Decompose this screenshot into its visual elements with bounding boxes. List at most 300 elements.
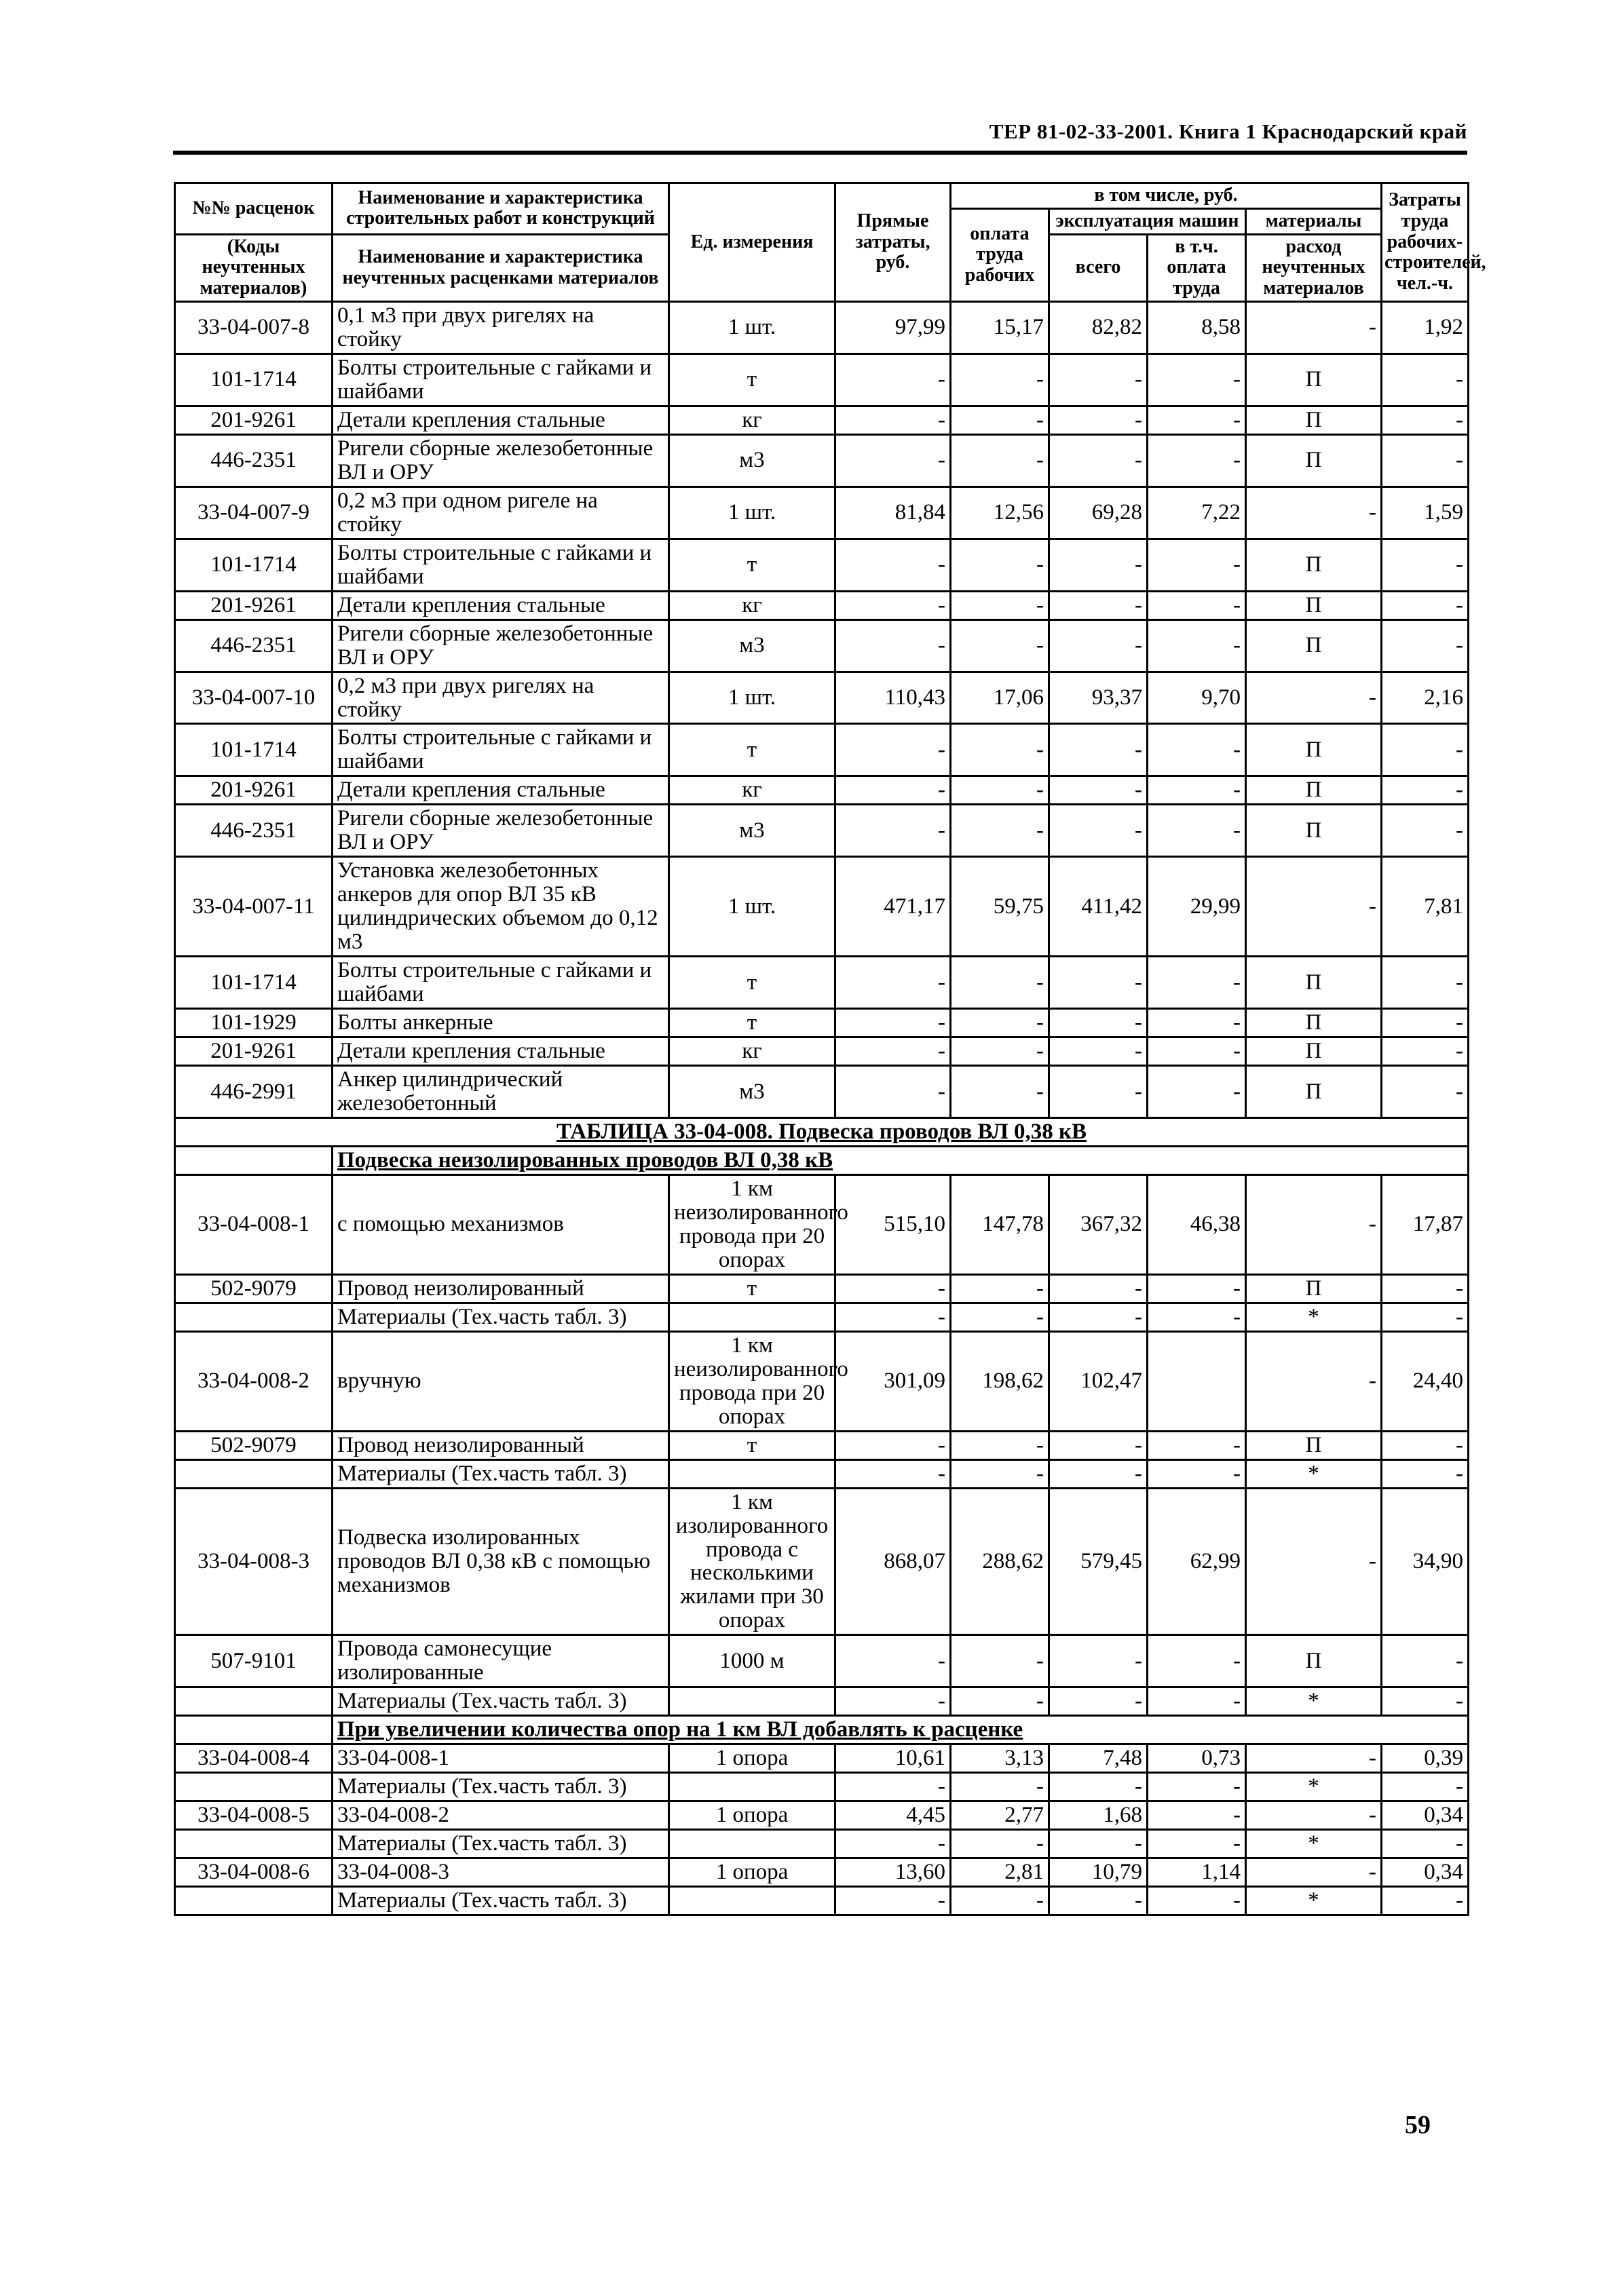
materials-cost: - [1246, 1174, 1382, 1274]
dash-cell: - [835, 619, 951, 672]
dash-cell: - [1382, 1635, 1469, 1687]
labor-wage: 3,13 [951, 1744, 1049, 1773]
table-row-material [175, 1009, 1469, 1037]
direct-cost: 13,60 [835, 1858, 951, 1887]
machines-labor: 0,73 [1148, 1744, 1246, 1773]
machines-total: 7,48 [1049, 1744, 1148, 1773]
unit-cell: 1 шт. [669, 672, 835, 724]
direct-cost: 81,84 [835, 486, 951, 539]
material-name: Болты строительные с гайками и шайбами [333, 724, 669, 776]
dash-cell: - [1148, 591, 1246, 619]
unit-cell: 1 км неизолированного провода при 20 опорах [669, 1331, 835, 1431]
dash-cell: - [1049, 1773, 1148, 1801]
materials-cost: - [1246, 486, 1382, 539]
col-labor: оплата труда рабочих [951, 208, 1049, 301]
dash-cell: - [951, 1037, 1049, 1066]
heading-text: При увеличении количества опор на 1 км ВЛ добавлять к расценке [337, 1717, 1023, 1742]
dash-cell: - [951, 434, 1049, 486]
unit-cell: кг [669, 591, 835, 619]
dash-cell: - [835, 1037, 951, 1066]
table-row-material [175, 434, 1469, 486]
unit-cell: 1 км изолированного провода с несколькими жилами при 30 опорах [669, 1488, 835, 1635]
dash-cell: - [835, 1066, 951, 1118]
materials-cost: - [1246, 1331, 1382, 1431]
machines-labor: - [1148, 1801, 1246, 1830]
dash-cell: - [1148, 1887, 1246, 1915]
empty-cell [175, 1830, 333, 1858]
material-code: 446-2351 [175, 434, 333, 486]
subsection-title [333, 1146, 1469, 1174]
dash-cell: - [1148, 1687, 1246, 1716]
dash-cell: - [951, 1635, 1049, 1687]
table-row-material [175, 1066, 1469, 1118]
dash-cell: - [1382, 406, 1469, 434]
unit-cell: 1000 м [669, 1635, 835, 1687]
dash-cell: - [1049, 805, 1148, 857]
materials-mark: П [1246, 1037, 1382, 1066]
materials-note: Материалы (Тех.часть табл. 3) [333, 1887, 669, 1915]
empty-cell [175, 1146, 333, 1174]
dash-cell: - [1049, 619, 1148, 672]
unit-cell: м3 [669, 1066, 835, 1118]
dash-cell: - [1148, 1274, 1246, 1303]
dash-cell: - [835, 724, 951, 776]
empty-cell [175, 1303, 333, 1331]
dash-cell: - [1148, 1459, 1246, 1488]
dash-cell: - [835, 539, 951, 591]
dash-cell: - [951, 1274, 1049, 1303]
dash-cell: - [1148, 619, 1246, 672]
labor-wage: 17,06 [951, 672, 1049, 724]
direct-cost: 10,61 [835, 1744, 951, 1773]
material-code: 201-9261 [175, 776, 333, 805]
table-row-materials-note [175, 1773, 1469, 1801]
dash-cell: - [835, 1431, 951, 1459]
direct-cost: 515,10 [835, 1174, 951, 1274]
materials-mark: * [1246, 1830, 1382, 1858]
materials-mark: П [1246, 619, 1382, 672]
dash-cell: - [835, 1773, 951, 1801]
dash-cell: - [951, 1459, 1049, 1488]
materials-cost: - [1246, 1744, 1382, 1773]
table-row-material [175, 1635, 1469, 1687]
dash-cell: - [1382, 539, 1469, 591]
table-header [175, 183, 1486, 302]
machines-labor: 1,14 [1148, 1858, 1246, 1887]
materials-mark: П [1246, 406, 1382, 434]
direct-cost: 4,45 [835, 1801, 951, 1830]
materials-mark: П [1246, 353, 1382, 406]
machines-total: 367,32 [1049, 1174, 1148, 1274]
rate-code: 33-04-007-11 [175, 857, 333, 957]
labor-hours: 0,39 [1382, 1744, 1469, 1773]
dash-cell: - [1148, 406, 1246, 434]
col-materials: материалы [1246, 208, 1382, 234]
material-code: 101-1714 [175, 539, 333, 591]
material-code: 507-9101 [175, 1635, 333, 1687]
labor-wage: 15,17 [951, 301, 1049, 353]
dash-cell: - [835, 805, 951, 857]
dash-cell: - [1148, 1009, 1246, 1037]
dash-cell: - [1382, 1431, 1469, 1459]
materials-mark: П [1246, 724, 1382, 776]
table-row-rate [175, 1331, 1469, 1431]
material-code: 201-9261 [175, 1037, 333, 1066]
machines-total: 579,45 [1049, 1488, 1148, 1635]
labor-wage: 288,62 [951, 1488, 1049, 1635]
dash-cell: - [1049, 353, 1148, 406]
machines-total: 93,37 [1049, 672, 1148, 724]
col-machines-total: всего [1049, 234, 1148, 301]
unit-cell: т [669, 957, 835, 1009]
dash-cell: - [1049, 1687, 1148, 1716]
dash-cell: - [951, 805, 1049, 857]
dash-cell: - [951, 776, 1049, 805]
materials-note: Материалы (Тех.часть табл. 3) [333, 1687, 669, 1716]
material-code: 101-1929 [175, 1009, 333, 1037]
material-name: Провод неизолированный [333, 1274, 669, 1303]
dash-cell: - [1382, 1037, 1469, 1066]
dash-cell: - [951, 406, 1049, 434]
col-name-top: Наименование и характеристика строительных работ и конструкций [333, 183, 669, 235]
dash-cell: - [1148, 1635, 1246, 1687]
dash-cell: - [1049, 957, 1148, 1009]
subsection-title [333, 1716, 1469, 1744]
material-name: Провода самонесущие изолированные [333, 1635, 669, 1687]
dash-cell: - [1382, 353, 1469, 406]
direct-cost: 97,99 [835, 301, 951, 353]
dash-cell: - [951, 1066, 1049, 1118]
table-row-rate [175, 1801, 1469, 1830]
col-materials-sub: расход неучтенных материалов [1246, 234, 1382, 301]
col-labor-cost: Затраты труда рабочих-строителей, чел.-ч. [1382, 183, 1469, 302]
document-title: ТЕР 81-02-33-2001. Книга 1 Краснодарский край [989, 119, 1467, 143]
dash-cell: - [1148, 539, 1246, 591]
unit-cell: т [669, 353, 835, 406]
empty-cell [669, 1687, 835, 1716]
table-row-rate [175, 857, 1469, 957]
rate-code: 33-04-007-10 [175, 672, 333, 724]
dash-cell: - [835, 957, 951, 1009]
table-section-row [175, 1118, 1469, 1147]
dash-cell: - [1382, 1773, 1469, 1801]
unit-cell: кг [669, 776, 835, 805]
unit-cell: т [669, 1009, 835, 1037]
rate-code: 33-04-008-6 [175, 1858, 333, 1887]
unit-cell: кг [669, 1037, 835, 1066]
table-row-materials-note [175, 1459, 1469, 1488]
machines-labor: 7,22 [1148, 486, 1246, 539]
dash-cell: - [835, 406, 951, 434]
dash-cell: - [1049, 724, 1148, 776]
table-body [175, 301, 1469, 1915]
dash-cell: - [1382, 724, 1469, 776]
dash-cell: - [1148, 1431, 1246, 1459]
rate-code: 33-04-007-9 [175, 486, 333, 539]
dash-cell: - [951, 1431, 1049, 1459]
dash-cell: - [1382, 1009, 1469, 1037]
rate-name: 0,2 м3 при одном ригеле на стойку [333, 486, 669, 539]
materials-mark: П [1246, 591, 1382, 619]
machines-labor: 29,99 [1148, 857, 1246, 957]
material-code: 101-1714 [175, 957, 333, 1009]
dash-cell: - [1049, 1009, 1148, 1037]
dash-cell: - [1049, 434, 1148, 486]
empty-cell [669, 1303, 835, 1331]
dash-cell: - [1049, 1830, 1148, 1858]
unit-cell: м3 [669, 619, 835, 672]
materials-cost: - [1246, 672, 1382, 724]
rate-name: 0,1 м3 при двух ригелях на стойку [333, 301, 669, 353]
unit-cell: 1 опора [669, 1801, 835, 1830]
labor-wage: 198,62 [951, 1331, 1049, 1431]
rate-name: 33-04-008-2 [333, 1801, 669, 1830]
dash-cell: - [835, 1009, 951, 1037]
rate-name: 0,2 м3 при двух ригелях на стойку [333, 672, 669, 724]
rate-code: 33-04-008-1 [175, 1174, 333, 1274]
dash-cell: - [951, 1773, 1049, 1801]
table-row-material [175, 724, 1469, 776]
labor-hours: 7,81 [1382, 857, 1469, 957]
labor-hours: 2,16 [1382, 672, 1469, 724]
col-unit: Ед. измерения [669, 183, 835, 302]
material-name: Ригели сборные железобетонные ВЛ и ОРУ [333, 434, 669, 486]
dash-cell: - [835, 1303, 951, 1331]
dash-cell: - [1049, 591, 1148, 619]
dash-cell: - [951, 591, 1049, 619]
unit-cell: 1 шт. [669, 301, 835, 353]
dash-cell: - [1382, 1887, 1469, 1915]
table-row-material [175, 619, 1469, 672]
rate-name: 33-04-008-1 [333, 1744, 669, 1773]
direct-cost: 868,07 [835, 1488, 951, 1635]
rate-code: 33-04-008-5 [175, 1801, 333, 1830]
table-row-materials-note [175, 1687, 1469, 1716]
page-header [173, 119, 1467, 157]
dash-cell: - [1049, 1431, 1148, 1459]
machines-total: 10,79 [1049, 1858, 1148, 1887]
heading-text: Подвеска неизолированных проводов ВЛ 0,38 кВ [337, 1147, 833, 1172]
section-title [175, 1118, 1469, 1147]
dash-cell: - [951, 724, 1049, 776]
materials-mark: П [1246, 957, 1382, 1009]
unit-cell: м3 [669, 805, 835, 857]
material-name: Болты анкерные [333, 1009, 669, 1037]
materials-mark: * [1246, 1459, 1382, 1488]
materials-note: Материалы (Тех.часть табл. 3) [333, 1773, 669, 1801]
dash-cell: - [1382, 591, 1469, 619]
rate-name: Подвеска изолированных проводов ВЛ 0,38 кВ с помощью механизмов [333, 1488, 669, 1635]
dash-cell: - [1148, 776, 1246, 805]
dash-cell: - [835, 434, 951, 486]
dash-cell: - [1148, 1037, 1246, 1066]
materials-mark: П [1246, 776, 1382, 805]
materials-note: Материалы (Тех.часть табл. 3) [333, 1303, 669, 1331]
direct-cost: 110,43 [835, 672, 951, 724]
dash-cell: - [1382, 776, 1469, 805]
material-code: 201-9261 [175, 406, 333, 434]
dash-cell: - [1148, 957, 1246, 1009]
labor-hours: 34,90 [1382, 1488, 1469, 1635]
dash-cell: - [951, 619, 1049, 672]
empty-cell [175, 1459, 333, 1488]
col-code-bottom: (Коды неучтенных материалов) [175, 234, 333, 301]
rate-name: вручную [333, 1331, 669, 1431]
material-name: Детали крепления стальные [333, 776, 669, 805]
materials-mark: П [1246, 434, 1382, 486]
dash-cell: - [1148, 1773, 1246, 1801]
labor-wage: 2,77 [951, 1801, 1049, 1830]
machines-total: 1,68 [1049, 1801, 1148, 1830]
material-name: Детали крепления стальные [333, 1037, 669, 1066]
rate-code: 33-04-008-4 [175, 1744, 333, 1773]
unit-cell: 1 опора [669, 1858, 835, 1887]
labor-wage: 2,81 [951, 1858, 1049, 1887]
material-code: 101-1714 [175, 724, 333, 776]
machines-labor: 8,58 [1148, 301, 1246, 353]
empty-cell [175, 1887, 333, 1915]
table-row-material [175, 957, 1469, 1009]
materials-cost: - [1246, 857, 1382, 957]
empty-cell [669, 1773, 835, 1801]
materials-cost: - [1246, 1858, 1382, 1887]
col-code-top: №№ расценок [175, 183, 333, 235]
dash-cell: - [835, 1635, 951, 1687]
labor-hours: 0,34 [1382, 1801, 1469, 1830]
table-row-material [175, 353, 1469, 406]
materials-mark: П [1246, 539, 1382, 591]
dash-cell: - [1382, 1830, 1469, 1858]
col-machines: эксплуатация машин [1049, 208, 1246, 234]
dash-cell: - [1049, 1635, 1148, 1687]
heading-text: ТАБЛИЦА 33-04-008. Подвеска проводов ВЛ 0,38 кВ [556, 1120, 1087, 1145]
table-row-material [175, 1431, 1469, 1459]
dash-cell: - [835, 1830, 951, 1858]
materials-mark: * [1246, 1887, 1382, 1915]
rate-code: 33-04-008-3 [175, 1488, 333, 1635]
rate-name: Установка железобетонных анкеров для опор ВЛ 35 кВ цилиндрических объемом до 0,12 м3 [333, 857, 669, 957]
unit-cell: 1 шт. [669, 486, 835, 539]
machines-total: 411,42 [1049, 857, 1148, 957]
materials-note: Материалы (Тех.часть табл. 3) [333, 1459, 669, 1488]
dash-cell: - [835, 1459, 951, 1488]
material-name: Болты строительные с гайками и шайбами [333, 957, 669, 1009]
material-name: Провод неизолированный [333, 1431, 669, 1459]
labor-hours: 24,40 [1382, 1331, 1469, 1431]
material-code: 446-2351 [175, 619, 333, 672]
dash-cell: - [1049, 776, 1148, 805]
empty-cell [175, 1716, 333, 1744]
direct-cost: 301,09 [835, 1331, 951, 1431]
dash-cell: - [835, 776, 951, 805]
dash-cell: - [951, 957, 1049, 1009]
dash-cell: - [1148, 1066, 1246, 1118]
dash-cell: - [1049, 1459, 1148, 1488]
unit-cell: 1 опора [669, 1744, 835, 1773]
materials-mark: П [1246, 1274, 1382, 1303]
table-row-material [175, 1037, 1469, 1066]
dash-cell: - [835, 1687, 951, 1716]
empty-cell [669, 1887, 835, 1915]
table-row-materials-note [175, 1830, 1469, 1858]
unit-cell: т [669, 724, 835, 776]
dash-cell: - [1049, 1274, 1148, 1303]
table-row-rate [175, 1174, 1469, 1274]
dash-cell: - [951, 1687, 1049, 1716]
table-subsection-row [175, 1146, 1469, 1174]
dash-cell: - [951, 1303, 1049, 1331]
unit-cell: т [669, 1431, 835, 1459]
dash-cell: - [1148, 353, 1246, 406]
materials-mark: П [1246, 1009, 1382, 1037]
table-row-rate [175, 1858, 1469, 1887]
unit-cell: кг [669, 406, 835, 434]
materials-mark: * [1246, 1303, 1382, 1331]
dash-cell: - [1049, 1887, 1148, 1915]
table-row-material [175, 591, 1469, 619]
materials-mark: * [1246, 1773, 1382, 1801]
table-row-rate [175, 672, 1469, 724]
dash-cell: - [1049, 1303, 1148, 1331]
rate-name: 33-04-008-3 [333, 1858, 669, 1887]
dash-cell: - [1382, 1687, 1469, 1716]
materials-mark: П [1246, 1635, 1382, 1687]
dash-cell: - [835, 353, 951, 406]
empty-cell [669, 1830, 835, 1858]
materials-mark: * [1246, 1687, 1382, 1716]
dash-cell: - [951, 1830, 1049, 1858]
materials-mark: П [1246, 805, 1382, 857]
rates-table [174, 182, 1486, 1916]
labor-wage: 59,75 [951, 857, 1049, 957]
col-direct: Прямые затраты, руб. [835, 183, 951, 302]
material-code: 446-2351 [175, 805, 333, 857]
materials-cost: - [1246, 301, 1382, 353]
labor-wage: 12,56 [951, 486, 1049, 539]
dash-cell: - [1148, 1830, 1246, 1858]
dash-cell: - [951, 539, 1049, 591]
direct-cost: 471,17 [835, 857, 951, 957]
labor-hours: 17,87 [1382, 1174, 1469, 1274]
materials-cost: - [1246, 1488, 1382, 1635]
material-code: 446-2991 [175, 1066, 333, 1118]
dash-cell: - [1148, 1303, 1246, 1331]
dash-cell: - [835, 591, 951, 619]
dash-cell: - [1382, 957, 1469, 1009]
unit-cell: м3 [669, 434, 835, 486]
col-machines-labor: в т.ч. оплата труда [1148, 234, 1246, 301]
dash-cell: - [951, 1009, 1049, 1037]
rate-name: с помощью механизмов [333, 1174, 669, 1274]
table-row-material [175, 776, 1469, 805]
material-code: 502-9079 [175, 1274, 333, 1303]
machines-labor: 46,38 [1148, 1174, 1246, 1274]
table-row-materials-note [175, 1887, 1469, 1915]
material-code: 502-9079 [175, 1431, 333, 1459]
col-including: в том числе, руб. [951, 183, 1382, 209]
table-row-rate [175, 1744, 1469, 1773]
unit-cell: 1 шт. [669, 857, 835, 957]
dash-cell: - [1382, 619, 1469, 672]
material-name: Болты строительные с гайками и шайбами [333, 353, 669, 406]
material-code: 201-9261 [175, 591, 333, 619]
dash-cell: - [1382, 1274, 1469, 1303]
table-row-material [175, 539, 1469, 591]
dash-cell: - [951, 1887, 1049, 1915]
materials-cost: - [1246, 1801, 1382, 1830]
dash-cell: - [1382, 805, 1469, 857]
machines-total: 69,28 [1049, 486, 1148, 539]
